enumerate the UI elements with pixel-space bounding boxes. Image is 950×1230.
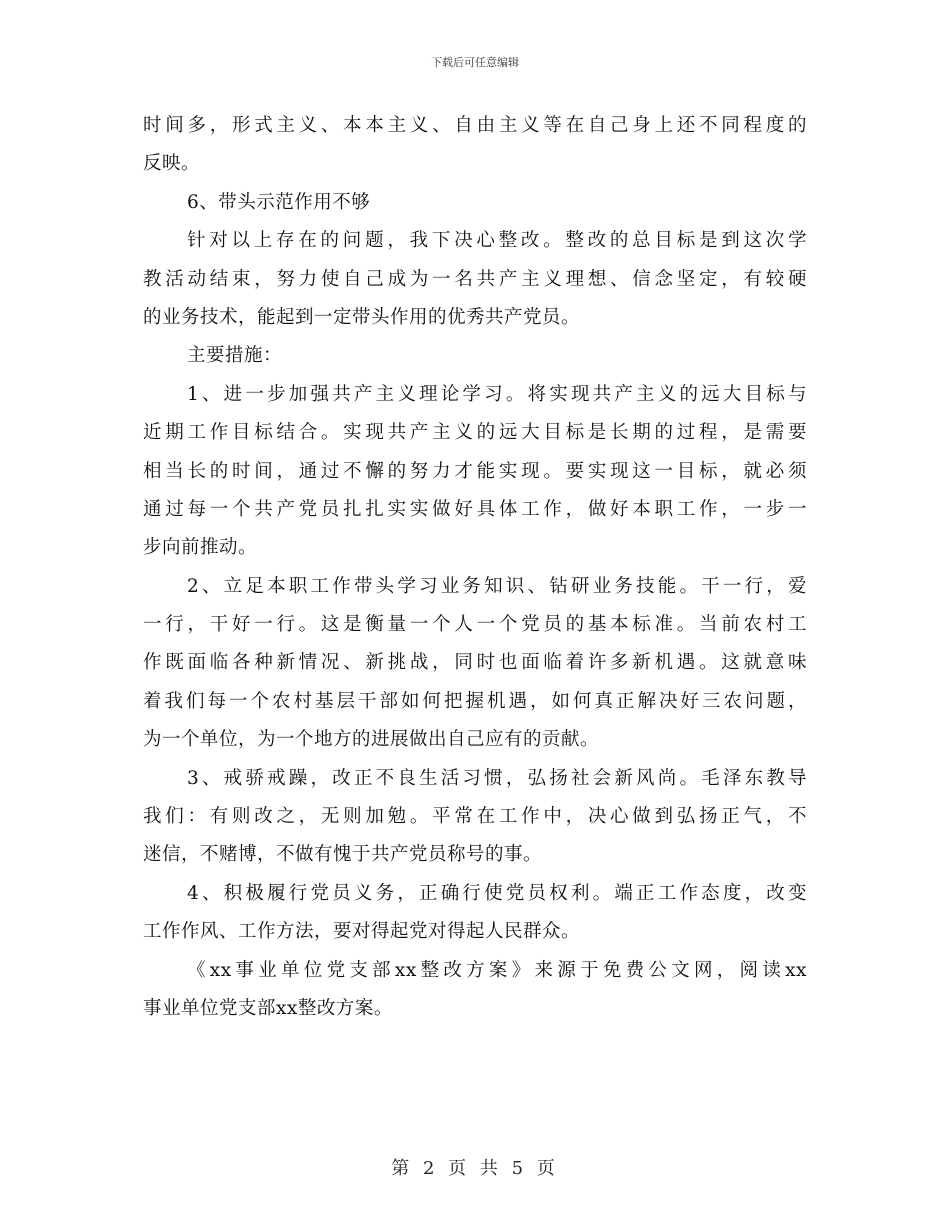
text-line: 一行，干好一行。这是衡量一个人一个党员的基本标准。当前农村工 (143, 614, 807, 636)
text-line: 针对以上存在的问题，我下决心整改。整改的总目标是到这次学 (187, 230, 807, 252)
text-line: 我们：有则改之，无则加勉。平常在工作中，决心做到弘扬正气，不 (143, 806, 807, 828)
document-body (143, 107, 807, 1028)
text-line: 工作作风、工作方法，要对得起党对得起人民群众。 (143, 921, 581, 943)
text-line: 着我们每一个农村基层干部如何把握机遇，如何真正解决好三农问题， (143, 690, 807, 712)
text-line: 迷信，不赌博，不做有愧于共产党员称号的事。 (143, 844, 543, 866)
text-line: 3、戒骄戒躁，改正不良生活习惯，弘扬社会新风尚。毛泽东教导 (187, 767, 807, 789)
text-line: 时间多，形式主义、本本主义、自由主义等在自己身上还不同程度的 (143, 115, 807, 136)
text-line: 1、进一步加强共产主义理论学习。将实现共产主义的远大目标与 (187, 383, 807, 405)
text-line: 步向前推动。 (143, 537, 258, 559)
text-line: 的业务技术，能起到一定带头作用的优秀共产党员。 (143, 306, 581, 328)
text-line: 事业单位党支部xx整改方案。 (143, 997, 393, 1019)
text-line: 反映。 (143, 153, 201, 175)
text-line: 为一个单位，为一个地方的进展做出自己应有的贡献。 (143, 729, 600, 751)
text-line: 近期工作目标结合。实现共产主义的远大目标是长期的过程，是需要 (143, 422, 807, 444)
page-header: 下载后可任意编辑 (431, 56, 519, 69)
text-line: 6、带头示范作用不够 (187, 191, 371, 213)
text-line: 2、立足本职工作带头学习业务知识、钻研业务技能。干一行，爱 (187, 575, 807, 597)
text-line: 主要措施： (187, 345, 283, 367)
text-line: 通过每一个共产党员扎扎实实做好具体工作，做好本职工作，一步一 (143, 498, 807, 520)
text-line: 作既面临各种新情况、新挑战，同时也面临着许多新机遇。这就意味 (143, 652, 807, 674)
text-line: 相当长的时间，通过不懈的努力才能实现。要实现这一目标，就必须 (143, 460, 807, 482)
page-number: 第 2 页 共 5 页 (391, 1158, 559, 1179)
text-line: 《xx事业单位党支部xx整改方案》来源于免费公文网，阅读xx (187, 959, 807, 981)
text-line: 4、积极履行党员义务，正确行使党员权利。端正工作态度，改变 (187, 882, 807, 904)
text-line: 教活动结束，努力使自己成为一名共产主义理想、信念坚定，有较硬 (143, 268, 807, 290)
